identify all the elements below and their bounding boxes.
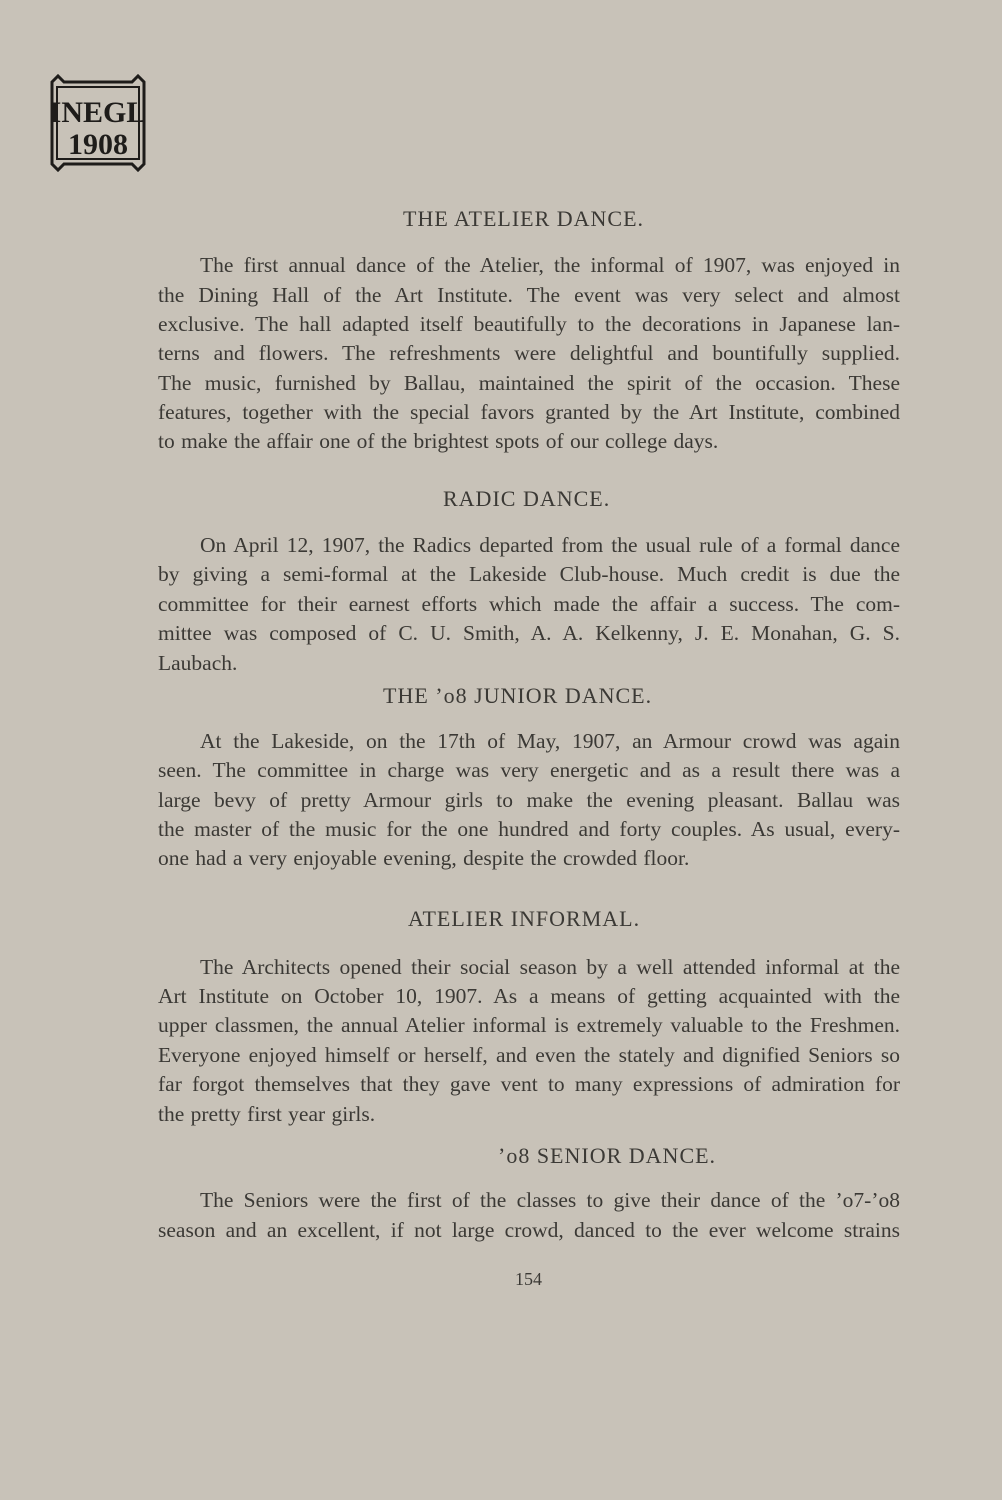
integral-1908-logo (44, 74, 152, 172)
text-line: features, together with the special favors granted by the Art Institute, combined (158, 400, 900, 424)
text-line: far forgot themselves that they gave vent to many expressions of admiration for (158, 1072, 900, 1096)
text-line: the master of the music for the one hundred and forty couples. As usual, every- (158, 817, 900, 841)
text-line: upper classmen, the annual Atelier informal is extremely valuable to the Freshmen. (158, 1013, 900, 1037)
text-line: The music, furnished by Ballau, maintained the spirit of the occasion. These (158, 371, 900, 395)
text-line: Laubach. (158, 651, 238, 675)
svg-text:INEGL: INEGL (49, 96, 147, 129)
section-heading: THE ATELIER DANCE. (403, 206, 645, 231)
section-heading: RADIC DANCE. (443, 486, 611, 511)
text-line: At the Lakeside, on the 17th of May, 1907, an Armour crowd was again (200, 729, 900, 753)
text-line: mittee was composed of C. U. Smith, A. A. Kelkenny, J. E. Monahan, G. S. (158, 621, 900, 645)
text-line: committee for their earnest efforts which made the affair a success. The com- (158, 592, 900, 616)
svg-text:1908: 1908 (68, 128, 128, 161)
text-line: one had a very enjoyable evening, despite the crowded floor. (158, 846, 690, 870)
text-line: season and an excellent, if not large crowd, danced to the ever welcome strains (158, 1218, 900, 1242)
text-line: Art Institute on October 10, 1907. As a means of getting acquainted with the (158, 984, 900, 1008)
page-number: 154 (515, 1269, 542, 1289)
text-line: exclusive. The hall adapted itself beautifully to the decorations in Japanese lan- (158, 312, 900, 336)
text-line: large bevy of pretty Armour girls to make the evening pleasant. Ballau was (158, 788, 900, 812)
text-line: The first annual dance of the Atelier, the informal of 1907, was enjoyed in (200, 253, 900, 277)
text-line: the Dining Hall of the Art Institute. The event was very select and almost (158, 283, 900, 307)
section-heading: THE ’o8 JUNIOR DANCE. (383, 683, 653, 708)
text-line: On April 12, 1907, the Radics departed from the usual rule of a formal dance (200, 533, 900, 557)
section-heading: ’o8 SENIOR DANCE. (498, 1143, 717, 1168)
text-line: by giving a semi-formal at the Lakeside Club-house. Much credit is due the (158, 562, 900, 586)
text-line: The Seniors were the first of the classes to give their dance of the ’o7-’o8 (200, 1188, 900, 1212)
section-heading: ATELIER INFORMAL. (408, 906, 641, 931)
text-line: terns and flowers. The refreshments were delightful and bountifully supplied. (158, 341, 900, 365)
text-line: the pretty first year girls. (158, 1102, 376, 1126)
text-line: The Architects opened their social season by a well attended informal at the (200, 955, 900, 979)
text-line: to make the affair one of the brightest spots of our college days. (158, 429, 719, 453)
text-line: Everyone enjoyed himself or herself, and even the stately and dignified Seniors so (158, 1043, 900, 1067)
text-line: seen. The committee in charge was very energetic and as a result there was a (158, 758, 900, 782)
